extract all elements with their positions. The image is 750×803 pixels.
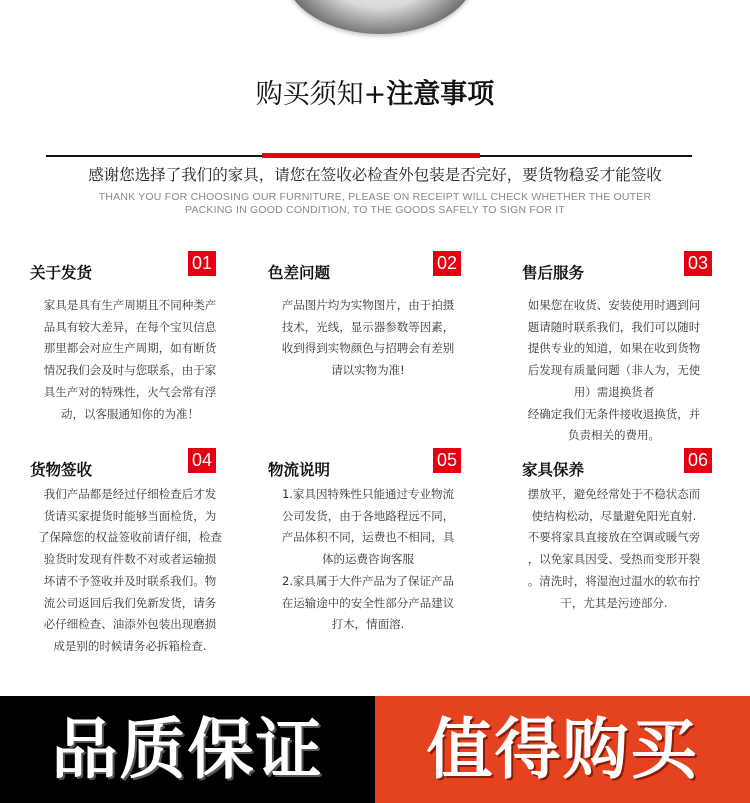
notice-line: 技术，光线，显示器参数等因素， (281, 319, 455, 334)
notice-body (268, 484, 468, 636)
notice-number-badge: 04 (188, 448, 216, 473)
title-normal: 购买须知+ (255, 79, 387, 110)
notice-title: 售后服务 (522, 264, 585, 282)
notice-line: 那里都会对应生产周期，如有断货 (43, 341, 217, 356)
title-divider-accent (262, 153, 480, 158)
notice-line: 收到得到实物颜色与招聘会有差别 (281, 341, 455, 356)
notice-line: 家具是具有生产周期且不同种类产 (43, 298, 217, 312)
notice-line: 打木，情面溶. (331, 617, 405, 632)
intro-english-line-1: THANK YOU FOR CHOOSING OUR FURNITURE, PLEASE ON RECEIPT WILL CHECK WHETHER THE OUTER (98, 191, 652, 203)
notice-line: 品具有较大差异，在每个宝贝信息 (43, 319, 217, 334)
notice-line: 验货时发现有件数不对或者运输损 (43, 552, 217, 567)
page-title (0, 77, 750, 113)
notice-line: 了保障您的权益签收前请仔细，检查 (38, 530, 222, 545)
notice-line: 如果您在收货、安装使用时遇到问 (527, 298, 701, 312)
notice-line: 题请随时联系我们，我们可以随时 (527, 319, 701, 334)
notice-line: 坏请不予签收并及时联系我们。物 (43, 573, 217, 588)
notice-body (268, 295, 468, 382)
notice-title: 货物签收 (30, 461, 93, 479)
notice-line: 2.家具属于大件产品为了保证产品 (282, 573, 454, 588)
title-bold: 注意事项 (386, 79, 495, 110)
notice-line: 在运输途中的安全性部分产品建议 (281, 595, 455, 610)
quality-banner-text: 品质保证 (51, 711, 324, 788)
notice-line: 我们产品都是经过仔细检查后才发 (43, 487, 217, 501)
notice-line: 后发现有质量问题（非人为，无使 (527, 363, 701, 378)
notice-body (514, 484, 714, 614)
notice-line: 公司发货，由于各地路程远不同， (281, 508, 455, 523)
notice-line: 干，尤其是污迹部分. (560, 595, 668, 610)
notice-line: 。清洗时，将湿泡过温水的软布拧 (527, 573, 701, 588)
notice-title: 色差问题 (268, 264, 331, 282)
notice-line: 摆放平，避免经常处于不稳状态而 (527, 487, 701, 501)
intro-text: 感谢您选择了我们的家具，请您在签收必检查外包装是否完好，要货物稳妥才能签收 (88, 166, 662, 184)
notice-line: 产品图片均为实物图片，由于拍摄 (281, 298, 455, 312)
worth-buying-banner-text: 值得购买 (426, 711, 699, 788)
notice-number-badge: 02 (433, 251, 461, 276)
notice-line: 请以实物为准! (331, 363, 405, 378)
notice-line: ，以免家具因受、受热而变形开裂 (527, 552, 701, 567)
notice-body (30, 484, 230, 658)
notice-line: 产品体积不同，运费也不相同，具 (281, 530, 455, 545)
notice-title: 家具保养 (522, 461, 585, 479)
notice-line: 用）需退换货者 (573, 384, 655, 399)
notice-number-badge: 01 (188, 251, 216, 276)
notice-body (30, 295, 230, 425)
notice-line: 提供专业的知道，如果在收到货物 (527, 341, 701, 356)
notice-line: 成是别的时候请务必拆箱检查. (53, 638, 207, 653)
quality-banner (0, 696, 375, 803)
notice-line: 流公司返回后我们免新发货，请务 (43, 595, 217, 610)
notice-number-badge: 05 (433, 448, 461, 473)
intro-english (0, 191, 750, 217)
notice-line: 使结构松动，尽量避免阳光直射. (531, 508, 697, 523)
notice-number-badge: 03 (684, 251, 712, 276)
notice-line: 具生产对的特殊性，火气会常有浮 (43, 384, 217, 399)
notice-line: 负责相关的费用。 (568, 428, 660, 443)
notice-line: 情况我们会及时与您联系，由于家 (43, 363, 217, 378)
notice-line: 动，以客服通知你的为准！ (61, 406, 199, 421)
notice-line: 必仔细检查、油添外包装出现磨损 (43, 617, 217, 632)
notice-title: 物流说明 (268, 461, 331, 479)
notice-body (514, 295, 714, 447)
product-image-fragment (285, 0, 475, 34)
notice-line: 货请买家提货时能够当面检货，为 (43, 508, 217, 523)
notice-line: 经确定我们无条件接收退换货，并 (527, 406, 701, 421)
notice-line: 不要将家具直接放在空调或暖气旁 (527, 530, 701, 545)
notice-line: 体的运费咨询客服 (322, 552, 414, 567)
worth-buying-banner (375, 696, 750, 803)
notice-line: 1.家具因特殊性只能通过专业物流 (282, 487, 454, 501)
intro-english-line-2: PACKING IN GOOD CONDITION, TO THE GOODS SAFELY TO SIGN FOR IT (185, 204, 565, 216)
notice-title: 关于发货 (30, 264, 93, 282)
notice-number-badge: 06 (684, 448, 712, 473)
